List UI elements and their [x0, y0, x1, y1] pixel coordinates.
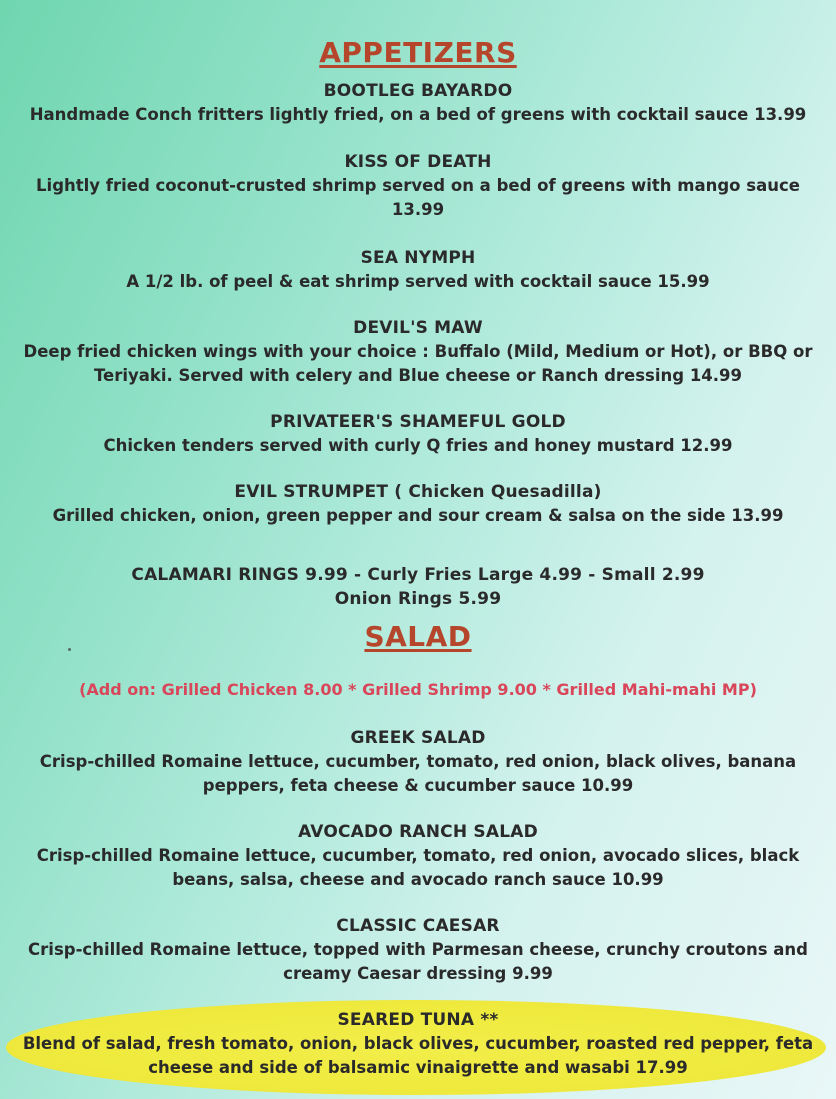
menu-item — [0, 316, 836, 388]
item-name: DEVIL'S MAW — [353, 318, 483, 338]
item-name: SEA NYMPH — [360, 248, 476, 268]
item-name: BOOTLEG BAYARDO — [323, 81, 513, 101]
item-name: CALAMARI RINGS 9.99 - Curly Fries Large 4.99 - Small 2.99 — [131, 565, 705, 585]
menu-item — [0, 914, 836, 986]
item-description: Lightly fried coconut-crusted shrimp served on a bed of greens with mango sauce 13.99 — [36, 176, 800, 219]
item-name: PRIVATEER'S SHAMEFUL GOLD — [270, 412, 566, 432]
item-name: KISS OF DEATH — [344, 152, 492, 172]
menu-item — [0, 79, 836, 127]
menu-item — [0, 410, 836, 458]
appetizers-heading: APPETIZERS — [319, 36, 517, 69]
item-name: CLASSIC CAESAR — [336, 916, 500, 936]
item-name: EVIL STRUMPET ( Chicken Quesadilla) — [234, 482, 602, 502]
menu-item — [0, 820, 836, 892]
item-name-continued: Onion Rings 5.99 — [334, 589, 502, 609]
item-description: Crisp-chilled Romaine lettuce, topped with Parmesan cheese, crunchy croutons and creamy Caesar dressing 9.99 — [28, 940, 808, 983]
salad-addon-note: (Add on: Grilled Chicken 8.00 * Grilled Shrimp 9.00 * Grilled Mahi-mahi MP) — [79, 680, 757, 699]
item-name: AVOCADO RANCH SALAD — [298, 822, 538, 842]
item-description: Crisp-chilled Romaine lettuce, cucumber, tomato, red onion, black olives, banana peppers, feta cheese & cucumber sauce 10.99 — [39, 752, 797, 795]
menu-item — [0, 480, 836, 528]
item-description: Chicken tenders served with curly Q fries and honey mustard 12.99 — [103, 436, 733, 455]
menu-item — [0, 563, 836, 611]
menu-item — [0, 726, 836, 798]
menu-item — [0, 246, 836, 294]
item-name: GREEK SALAD — [350, 728, 486, 748]
menu-item-featured — [0, 1008, 836, 1080]
item-description: Blend of salad, fresh tomato, onion, black olives, cucumber, roasted red pepper, feta cheese and side of balsamic vinaigrette and wasabi 17.99 — [22, 1034, 814, 1077]
item-description: Crisp-chilled Romaine lettuce, cucumber, tomato, red onion, avocado slices, black beans, salsa, cheese and avocado ranch sauce 10.99 — [36, 846, 800, 889]
item-description: Grilled chicken, onion, green pepper and sour cream & salsa on the side 13.99 — [52, 506, 784, 525]
item-name: SEARED TUNA ** — [337, 1010, 499, 1030]
item-description: Deep fried chicken wings with your choice : Buffalo (Mild, Medium or Hot), or BBQ or Teriyaki. Served with celery and Blue cheese or Ranch dressing 14.99 — [23, 342, 813, 385]
item-description: Handmade Conch fritters lightly fried, on a bed of greens with cocktail sauce 13.99 — [29, 105, 807, 124]
item-description: A 1/2 lb. of peel & eat shrimp served with cocktail sauce 15.99 — [126, 272, 710, 291]
salad-heading: SALAD — [364, 620, 472, 653]
menu-item — [0, 150, 836, 222]
